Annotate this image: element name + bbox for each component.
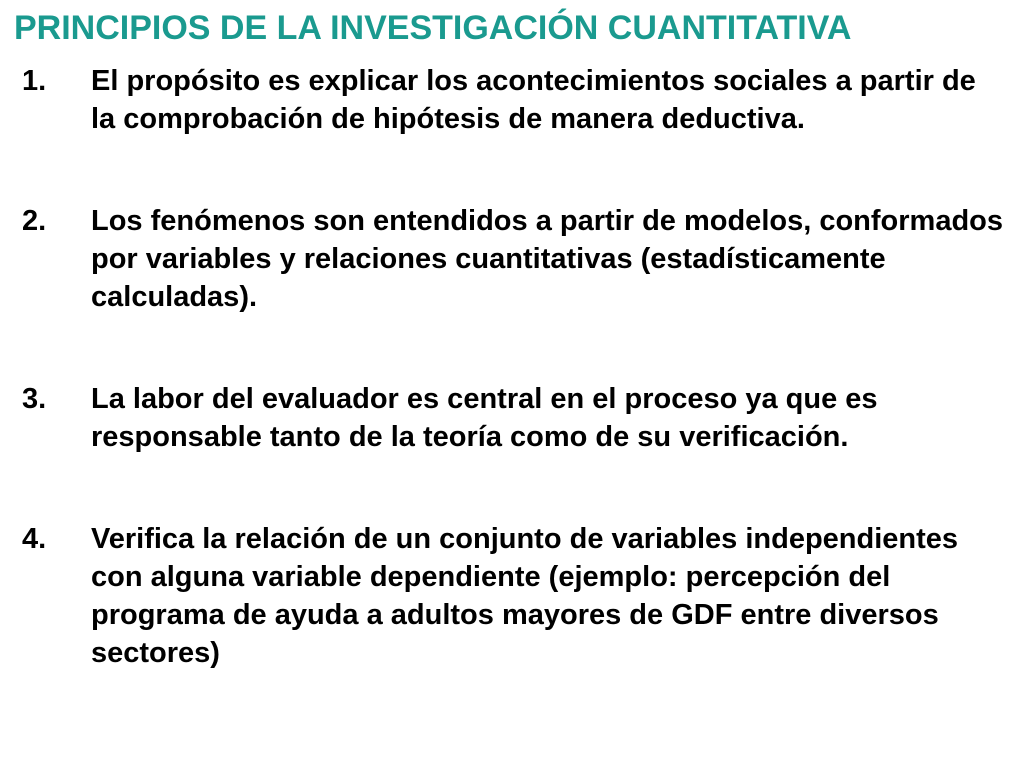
- list-item-number: 1.: [22, 65, 47, 97]
- list-item: [22, 380, 1007, 456]
- list-item: [22, 520, 1007, 672]
- principles-list: [22, 62, 1007, 672]
- list-item-number: 2.: [22, 205, 47, 237]
- list-item-text: Verifica la relación de un conjunto de variables independientes con alguna variable dependiente (ejemplo: percepción del programa de ayuda a adultos mayores de GDF entre diversos sectores): [91, 523, 959, 669]
- list-item-text: La labor del evaluador es central en el proceso ya que es responsable tanto de la teoría como de su verificación.: [91, 383, 878, 453]
- list-item: [22, 202, 1007, 316]
- list-item-number: 3.: [22, 383, 47, 415]
- list-item-text: Los fenómenos son entendidos a partir de modelos, conformados por variables y relaciones cuantitativas (estadísticamente calculadas).: [91, 205, 1004, 313]
- list-item-text: El propósito es explicar los acontecimientos sociales a partir de la comprobación de hipótesis de manera deductiva.: [91, 65, 976, 135]
- slide-title: PRINCIPIOS DE LA INVESTIGACIÓN CUANTITATIVA: [14, 9, 852, 47]
- list-item-number: 4.: [22, 523, 47, 555]
- list-item: [22, 62, 1007, 138]
